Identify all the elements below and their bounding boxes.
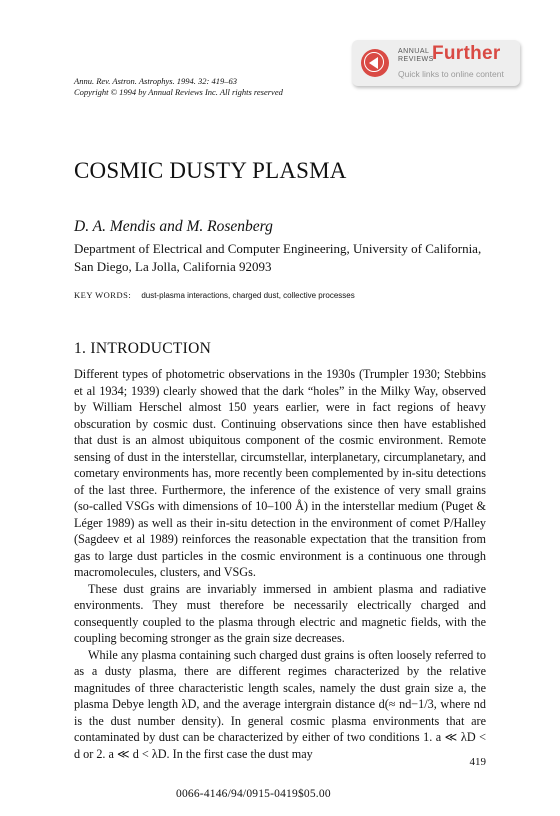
citation-block [74, 76, 283, 98]
keywords-label: KEY WORDS: [74, 290, 132, 300]
footer-code: 0066-4146/94/0915-0419$05.00 [176, 788, 331, 800]
page-number: 419 [469, 756, 486, 768]
keywords-line [74, 290, 355, 300]
paragraph-1: Different types of photometric observations in the 1930s (Trumpler 1930; Stebbins et al 1934; 1939) clearly showed that the dark “holes” in the Milky Way, observed by William Herschel almost 150 years earlier, were in fact regions of heavy obscuration by cosmic dust. Continuing observations since then have established that dust is an almost ubiquitous component of the cosmic environment. Remote sensing of dust in the interstellar, circumstellar, interplanetary, circumplanetary, and cometary environments has, more recently been complemented by in-situ detections of the last three. Furthermore, the inference of the existence of very small grains (so-called VSGs with dimensions of 10–100 Å) in the interstellar medium (Puget & Léger 1989) as well as their in-situ detection in the environment of comet P/Halley (Sagdeev et al 1989) reinforces the reasonable expectation that the transition from gas to large dust particles in the cosmic environment is a continuous one through macromolecules, clusters, and VSGs. [74, 367, 486, 579]
banner-further-text[interactable]: Further [432, 43, 501, 64]
banner-publisher [398, 48, 434, 63]
banner-quick-links-text[interactable]: Quick links to online content [398, 69, 504, 79]
paper-title: COSMIC DUSTY PLASMA [74, 158, 347, 183]
body-text [74, 366, 486, 762]
copyright-line: Copyright © 1994 by Annual Reviews Inc. All rights reserved [74, 87, 283, 97]
banner-reviews-text: REVIEWS [398, 55, 434, 63]
keywords-text: dust-plasma interactions, charged dust, collective processes [141, 291, 355, 300]
section-heading: 1. INTRODUCTION [74, 340, 212, 357]
paragraph-3: While any plasma containing such charged dust grains is often loosely referred to as a dusty plasma, there are different regimes characterized by the relative magnitudes of three characteristic length scales, namely the dust grain size a, the plasma Debye length λD, and the average intergrain distance d(≈ nd−1/3, where nd is the dust number density). In general cosmic plasma environments that are contaminated by dust can be characterized by either of two conditions 1. a ≪ λD < d or 2. a ≪ d < λD. In the first case the dust may [74, 647, 486, 761]
paragraph-2: These dust grains are invariably immersed in ambient plasma and radiative environments. They must therefore be necessarily electrically charged and consequently coupled to the plasma through electric and magnetic fields, with the coupling becoming stronger as the grain size decreases. [74, 581, 486, 645]
further-banner[interactable] [352, 40, 520, 86]
banner-annual-text: ANNUAL [398, 48, 430, 55]
paper-authors: D. A. Mendis and M. Rosenberg [74, 218, 273, 235]
author-affiliation: Department of Electrical and Computer Engineering, University of California, San Diego, La Jolla, California 92093 [74, 241, 482, 274]
back-arrow-icon[interactable] [361, 49, 389, 77]
journal-citation: Annu. Rev. Astron. Astrophys. 1994. 32: 419–63 [74, 76, 237, 86]
